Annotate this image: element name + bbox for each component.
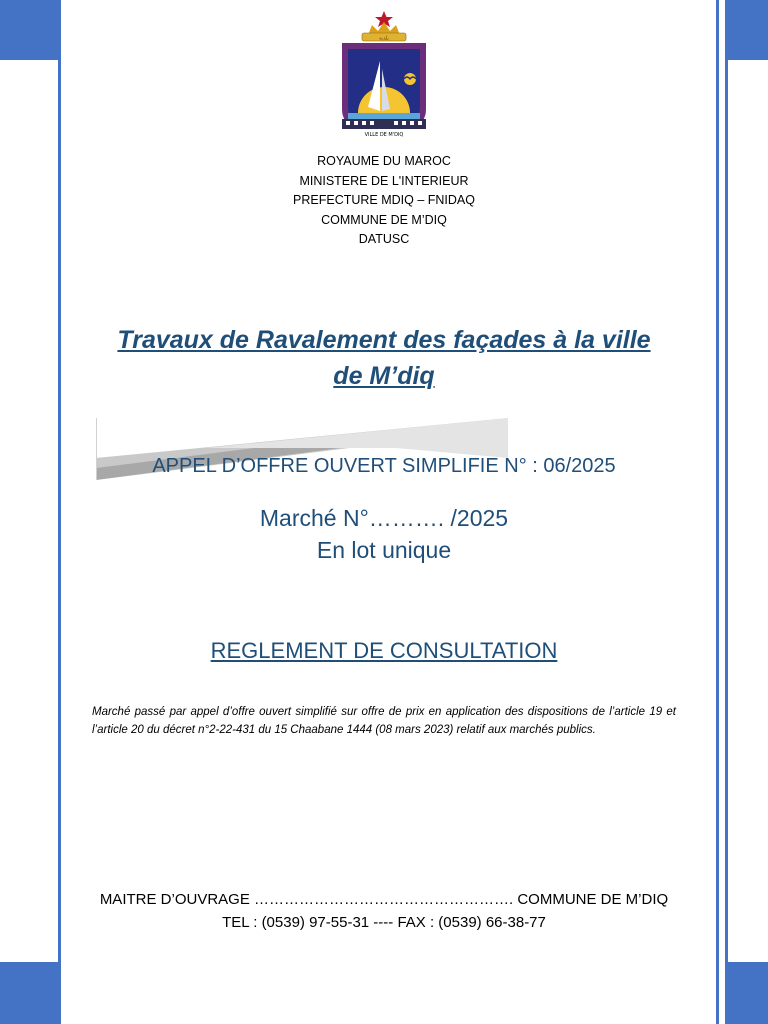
header-kingdom: ROYAUME DU MAROC [317, 154, 451, 168]
city-crest-icon [340, 9, 428, 139]
footer-phone-fax: TEL : (0539) 97-55-31 ---- FAX : (0539) 66-38-77 [222, 914, 546, 931]
contact-footer [0, 888, 768, 934]
header-prefecture: PREFECTURE MDIQ – FNIDAQ [293, 193, 475, 207]
title-line-1: Travaux de Ravalement des façades à la ville [117, 326, 651, 354]
svg-text:VILLE DE M'DIQ: VILLE DE M'DIQ [364, 132, 404, 138]
city-crest-logo [340, 9, 428, 139]
document-title [80, 322, 688, 394]
market-number-line: Marché N°………. /2025 [259, 505, 509, 531]
footer-owner: MAITRE D’OUVRAGE ……………………………………………. COMMUNE DE M’DIQ [99, 891, 669, 908]
reglement-heading: REGLEMENT DE CONSULTATION [210, 638, 558, 663]
lot-line: En lot unique [316, 537, 452, 563]
section-heading [0, 638, 768, 664]
header-ministry: MINISTERE DE L'INTERIEUR [299, 173, 469, 188]
header-commune: COMMUNE DE M’DIQ [321, 212, 447, 227]
svg-text:ﺑﻠﺪﻳﺔ: ﺑﻠﺪﻳﺔ [379, 35, 389, 42]
title-line-2: de M’diq [333, 362, 435, 390]
legal-paragraph: Marché passé par appel d’offre ouvert simplifié sur offre de prix en application des dispositions de l’article 19 et l’article 20 du décret n°2-22-431 du 15 Chaabane 1444 (08 mars 2023) relatif aux marchés publics. [92, 706, 676, 736]
market-number [0, 502, 768, 566]
header-division: DATUSC [358, 232, 410, 246]
institution-header [0, 152, 768, 250]
tender-reference: APPEL D’OFFRE OUVERT SIMPLIFIE N° : 06/2025 [152, 455, 616, 477]
